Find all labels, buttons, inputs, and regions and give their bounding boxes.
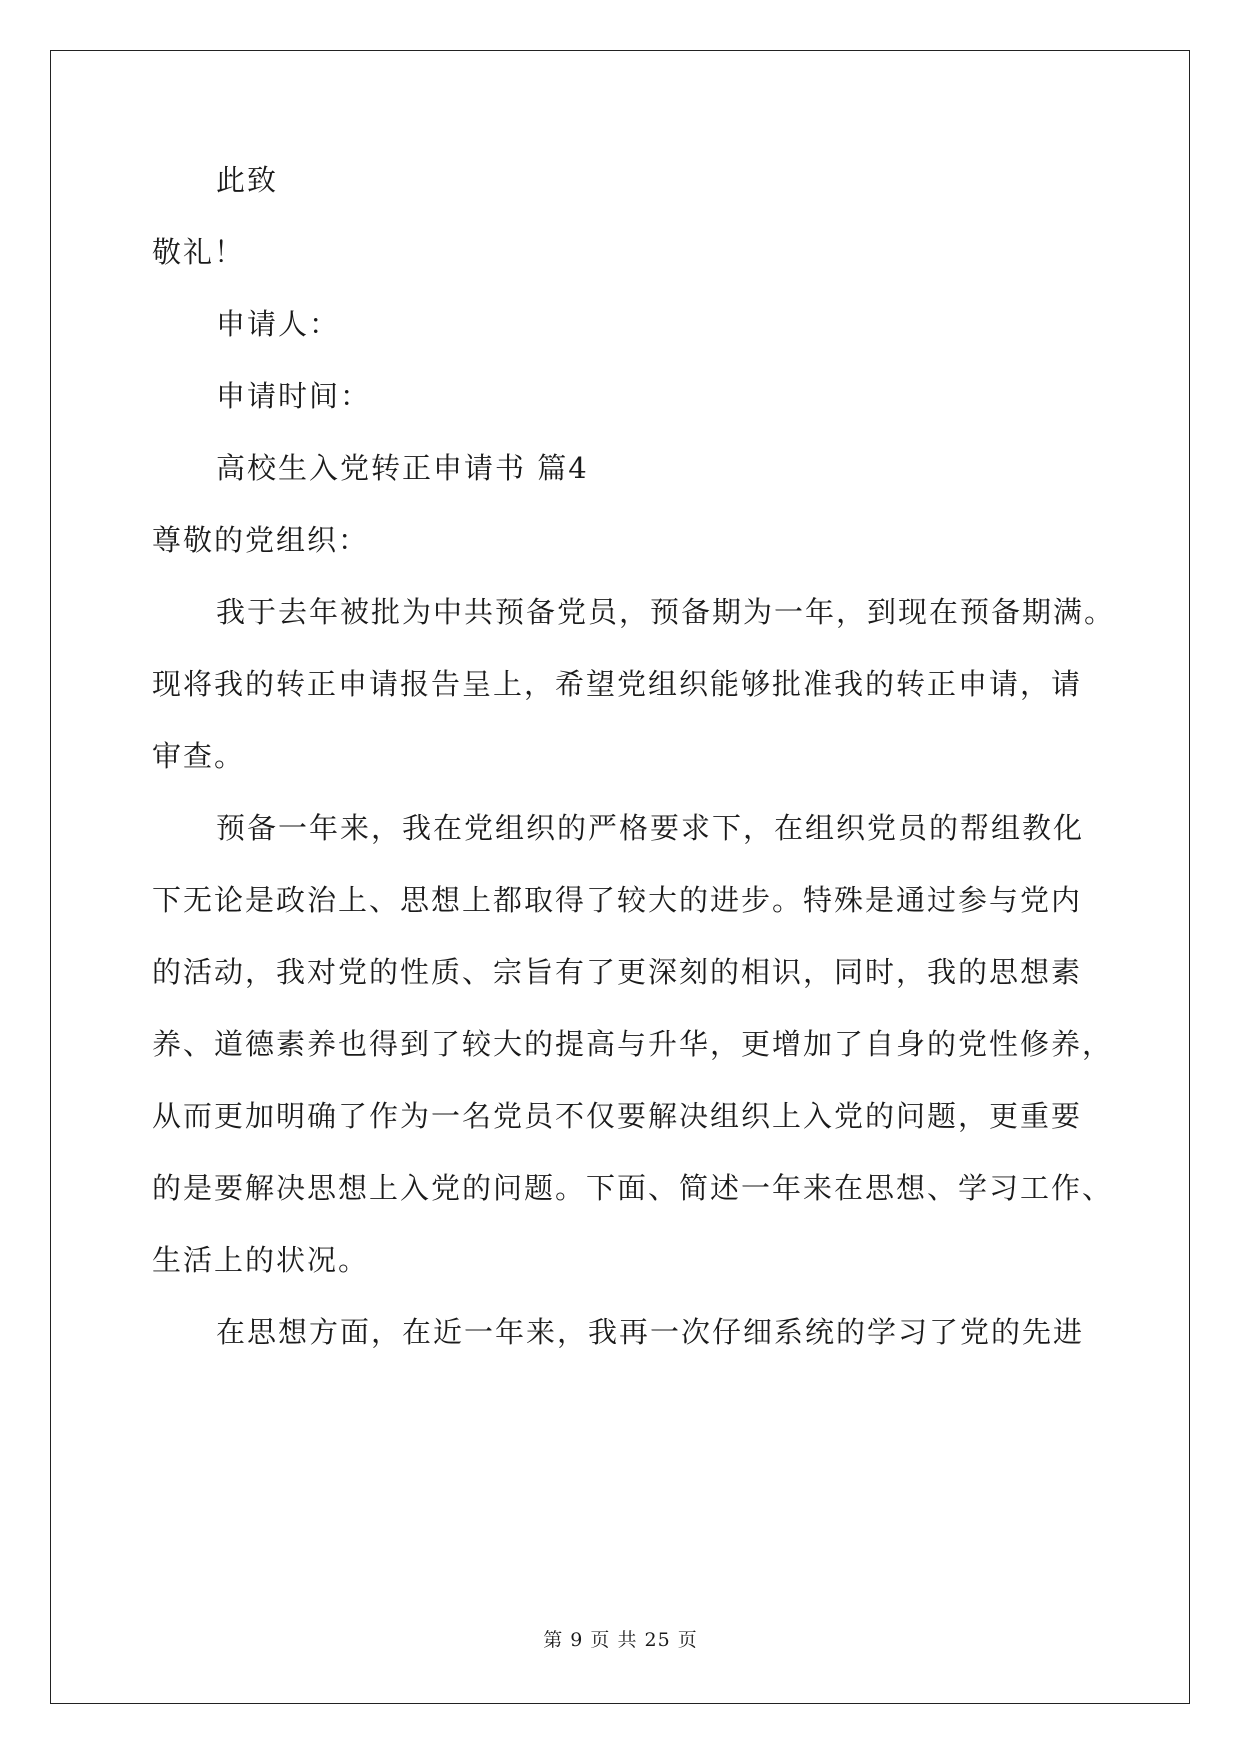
paragraph-line: 我于去年被批为中共预备党员，预备期为一年，到现在预备期满。: [216, 595, 1116, 629]
section-heading: 高校生入党转正申请书 篇4: [216, 451, 589, 485]
paragraph-line: 下无论是政治上、思想上都取得了较大的进步。特殊是通过参与党内: [152, 883, 1083, 917]
page-border: [50, 50, 1190, 1704]
paragraph-line: 的是要解决思想上入党的问题。下面、简述一年来在思想、学习工作、: [152, 1171, 1114, 1205]
application-date-label: 申请时间：: [216, 379, 372, 413]
applicant-label: 申请人：: [216, 307, 341, 341]
paragraph-line: 的活动，我对党的性质、宗旨有了更深刻的相识，同时，我的思想素: [152, 955, 1083, 989]
closing-regards: 敬礼！: [152, 235, 246, 269]
greeting: 尊敬的党组织：: [152, 523, 370, 557]
paragraph-line: 预备一年来，我在党组织的严格要求下，在组织党员的帮组教化: [216, 811, 1085, 845]
closing-salutation: 此致: [216, 163, 279, 197]
paragraph-line: 现将我的转正申请报告呈上，希望党组织能够批准我的转正申请，请: [152, 667, 1083, 701]
paragraph-line: 从而更加明确了作为一名党员不仅要解决组织上入党的问题，更重要: [152, 1099, 1083, 1133]
paragraph-line: 在思想方面，在近一年来，我再一次仔细系统的学习了党的先进: [216, 1315, 1085, 1349]
paragraph-line: 养、道德素养也得到了较大的提高与升华，更增加了自身的党性修养，: [152, 1027, 1114, 1061]
paragraph-line: 审查。: [152, 739, 246, 773]
paragraph-line: 生活上的状况。: [152, 1243, 370, 1277]
page-number-footer: 第 9 页 共 25 页: [543, 1629, 698, 1651]
